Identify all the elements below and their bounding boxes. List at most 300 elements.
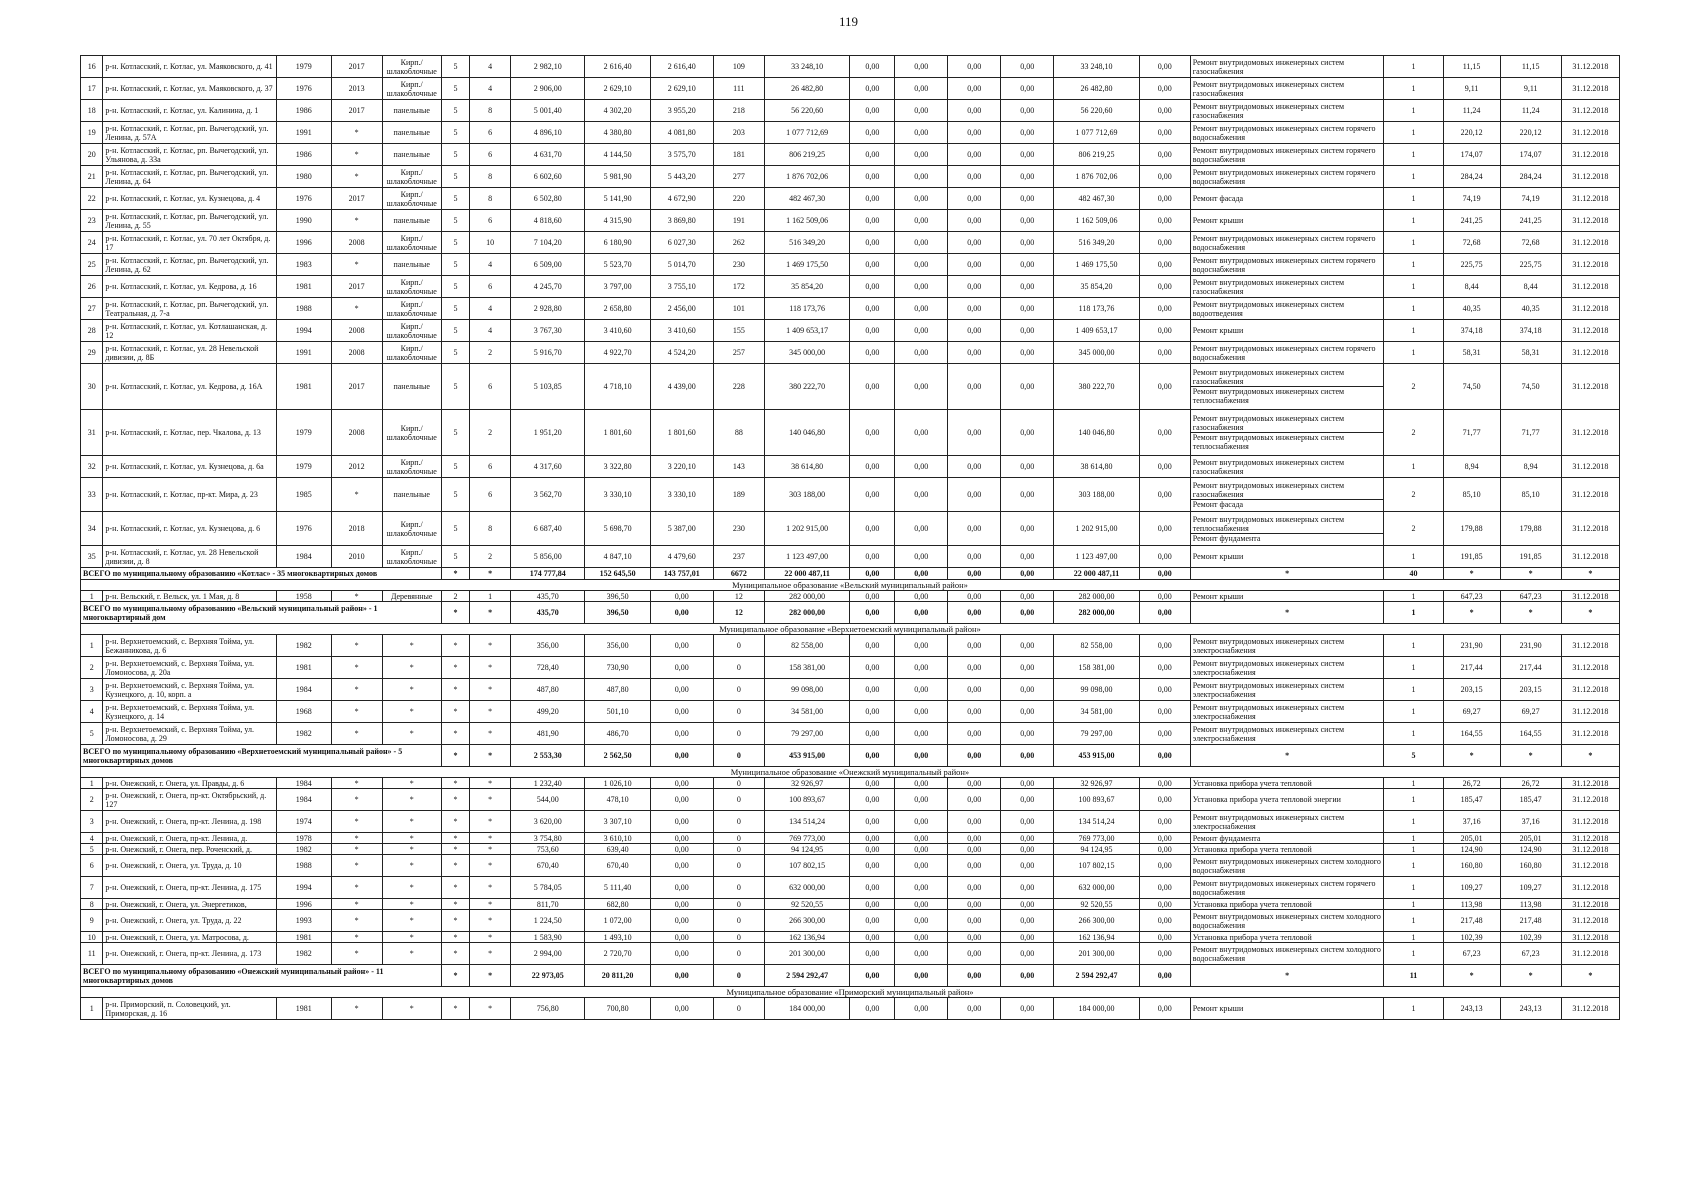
section-title: Муниципальное образование «Верхнетоемский муниципальный район» [81,624,1620,635]
owners-fund-cost: 632 000,00 [1054,877,1140,899]
limit-cost: 8,94 [1500,456,1561,478]
owners-cost: 0,00 [1001,144,1054,166]
private-area: 2 629,10 [650,78,713,100]
section-title: Муниципальное образование «Онежский муниципальный район» [81,767,1620,778]
owners-cost: 0,00 [1001,410,1054,456]
work-count: 1 [1384,100,1443,122]
address: р-н. Приморский, п. Соловецкий, ул. Приморская, д. 16 [103,998,276,1020]
total-area: 5 916,70 [511,342,585,364]
year-repair: 2017 [331,276,382,298]
row-number: 2 [81,789,103,811]
year-repair: * [331,778,382,789]
work-count: 1 [1384,144,1443,166]
living-area: 3 307,10 [585,811,650,833]
unit-cost: 113,98 [1443,899,1500,910]
living-area: 2 720,70 [585,943,650,965]
unit-cost: 164,55 [1443,723,1500,745]
wall-material: * [382,855,441,877]
budget-cost: 0,00 [895,778,948,789]
limit-cost: 241,25 [1500,210,1561,232]
private-area: 6 027,30 [650,232,713,254]
other-cost: 0,00 [1139,276,1190,298]
limit-cost: 647,23 [1500,591,1561,602]
fund-cost: 0,00 [850,512,895,546]
section-header-row [81,580,1620,591]
table-row [81,78,1620,100]
fund-cost: 0,00 [850,478,895,512]
owners-fund-cost: 516 349,20 [1054,232,1140,254]
table-row [81,456,1620,478]
total-cost: 1 077 712,69 [764,122,850,144]
year-repair: * [331,478,382,512]
residents: 0 [713,701,764,723]
limit-cost: 74,19 [1500,188,1561,210]
floors: * [441,943,470,965]
local-cost: 0,00 [948,254,1001,276]
local-cost: 0,00 [948,932,1001,943]
year-repair: 2017 [331,364,382,410]
total-cost: 26 482,80 [764,78,850,100]
owners-cost: 0,00 [1001,943,1054,965]
year-built: 1994 [276,877,331,899]
fund-cost: 0,00 [850,232,895,254]
owners-fund-cost: 282 000,00 [1054,591,1140,602]
table-row [81,910,1620,932]
owners-cost: 0,00 [1001,546,1054,568]
total-z3: 0,00 [948,965,1001,987]
work-count: 2 [1384,512,1443,546]
completion-date: 31.12.2018 [1561,254,1619,276]
unit-cost: 217,44 [1443,657,1500,679]
owners-cost: 0,00 [1001,998,1054,1020]
work-count: 2 [1384,364,1443,410]
total-z4: 0,00 [1001,745,1054,767]
entrances: 6 [470,364,511,410]
floors: * [441,723,470,745]
year-built: 1982 [276,723,331,745]
year-built: 1986 [276,144,331,166]
completion-date: 31.12.2018 [1561,943,1619,965]
work-item: Ремонт внутридомовых инженерных систем газоснабжения [1192,414,1345,432]
private-area: 4 524,20 [650,342,713,364]
unit-cost: 241,25 [1443,210,1500,232]
row-number: 22 [81,188,103,210]
entrances: * [470,701,511,723]
living-area: 639,40 [585,844,650,855]
work-type [1190,546,1384,568]
owners-fund-cost: 1 162 509,06 [1054,210,1140,232]
address: р-н. Верхнетоемский, с. Верхняя Тойма, ул. Бежанникова, д. 6 [103,635,276,657]
budget-cost: 0,00 [895,932,948,943]
work-count: 1 [1384,877,1443,899]
owners-fund-cost: 345 000,00 [1054,342,1140,364]
entrances: * [470,833,511,844]
entrances: 6 [470,276,511,298]
year-built: 1981 [276,657,331,679]
other-cost: 0,00 [1139,998,1190,1020]
completion-date: 31.12.2018 [1561,298,1619,320]
owners-fund-cost: 1 077 712,69 [1054,122,1140,144]
table-row [81,410,1620,456]
wall-material: Кирп./ шлакоблочные [382,512,441,546]
total-u2: * [1500,602,1561,624]
address: р-н. Котласский, г. Котлас, рп. Вычегодский, ул. Ульянова, д. 33а [103,144,276,166]
work-count: 1 [1384,844,1443,855]
total-cost: 806 219,25 [764,144,850,166]
unit-cost: 205,01 [1443,833,1500,844]
completion-date: 31.12.2018 [1561,478,1619,512]
local-cost: 0,00 [948,546,1001,568]
residents: 0 [713,833,764,844]
section-header-row [81,767,1620,778]
limit-cost: 72,68 [1500,232,1561,254]
unit-cost: 58,31 [1443,342,1500,364]
work-count: 1 [1384,932,1443,943]
total-a3: 0,00 [650,602,713,624]
local-cost: 0,00 [948,855,1001,877]
total-cost: 56 220,60 [764,100,850,122]
table-row [81,546,1620,568]
total-c2: 2 594 292,47 [1054,965,1140,987]
total-area: 356,00 [511,635,585,657]
entrances: 8 [470,100,511,122]
address: р-н. Онежский, г. Онега, ул. Матросова, д. [103,932,276,943]
residents: 237 [713,546,764,568]
fund-cost: 0,00 [850,78,895,100]
completion-date: 31.12.2018 [1561,100,1619,122]
unit-cost: 74,19 [1443,188,1500,210]
work-count: 1 [1384,679,1443,701]
local-cost: 0,00 [948,232,1001,254]
total-label: ВСЕГО по муниципальному образованию «Онежский муниципальный район» - 11 многоквартирных домов [81,965,442,987]
wall-material: * [382,679,441,701]
other-cost: 0,00 [1139,899,1190,910]
table-row [81,122,1620,144]
section-total-row [81,745,1620,767]
completion-date: 31.12.2018 [1561,456,1619,478]
fund-cost: 0,00 [850,410,895,456]
year-built: 1968 [276,701,331,723]
work-count: 1 [1384,78,1443,100]
total-cost: 1 202 915,00 [764,512,850,546]
address: р-н. Котласский, г. Котлас, ул. Кедрова, д. 16 [103,276,276,298]
wall-material: панельные [382,254,441,276]
local-cost: 0,00 [948,679,1001,701]
total-area: 1 224,50 [511,910,585,932]
year-built: 1981 [276,932,331,943]
entrances: * [470,778,511,789]
table-row [81,364,1620,410]
other-cost: 0,00 [1139,679,1190,701]
total-area: 756,80 [511,998,585,1020]
wall-material: * [382,932,441,943]
year-repair: * [331,811,382,833]
total-cost: 79 297,00 [764,723,850,745]
owners-cost: 0,00 [1001,210,1054,232]
work-item: Ремонт фасада [1192,194,1244,203]
total-date: * [1561,602,1619,624]
private-area: 4 672,90 [650,188,713,210]
residents: 172 [713,276,764,298]
limit-cost: 174,07 [1500,144,1561,166]
year-repair: * [331,855,382,877]
unit-cost: 284,24 [1443,166,1500,188]
completion-date: 31.12.2018 [1561,78,1619,100]
total-work: * [1190,965,1384,987]
year-built: 1982 [276,943,331,965]
work-count: 1 [1384,122,1443,144]
year-built: 1983 [276,254,331,276]
row-number: 26 [81,276,103,298]
limit-cost: 26,72 [1500,778,1561,789]
work-type [1190,210,1384,232]
year-built: 1982 [276,635,331,657]
row-number: 18 [81,100,103,122]
entrances: 2 [470,546,511,568]
total-cost: 100 893,67 [764,789,850,811]
total-area: 728,40 [511,657,585,679]
fund-cost: 0,00 [850,635,895,657]
year-repair: * [331,932,382,943]
year-repair: * [331,844,382,855]
work-count: 1 [1384,943,1443,965]
row-number: 3 [81,811,103,833]
limit-cost: 231,90 [1500,635,1561,657]
entrances: 6 [470,122,511,144]
total-area: 4 631,70 [511,144,585,166]
private-area: 3 220,10 [650,456,713,478]
other-cost: 0,00 [1139,844,1190,855]
fund-cost: 0,00 [850,844,895,855]
unit-cost: 71,77 [1443,410,1500,456]
fund-cost: 0,00 [850,932,895,943]
total-cost: 92 520,55 [764,899,850,910]
local-cost: 0,00 [948,833,1001,844]
total-area: 2 982,10 [511,56,585,78]
unit-cost: 225,75 [1443,254,1500,276]
total-z2: 0,00 [895,745,948,767]
entrances: 2 [470,410,511,456]
work-type [1190,723,1384,745]
row-number: 30 [81,364,103,410]
owners-cost: 0,00 [1001,166,1054,188]
work-item: Ремонт внутридомовых инженерных систем горячего водоснабжения [1192,343,1376,362]
private-area: 5 014,70 [650,254,713,276]
local-cost: 0,00 [948,166,1001,188]
unit-cost: 203,15 [1443,679,1500,701]
local-cost: 0,00 [948,844,1001,855]
year-repair: * [331,789,382,811]
total-a3: 0,00 [650,745,713,767]
private-area: 0,00 [650,679,713,701]
living-area: 3 797,00 [585,276,650,298]
total-cost: 1 469 175,50 [764,254,850,276]
other-cost: 0,00 [1139,855,1190,877]
fund-cost: 0,00 [850,342,895,364]
entrances: 4 [470,298,511,320]
table-row [81,232,1620,254]
budget-cost: 0,00 [895,789,948,811]
table-row [81,943,1620,965]
row-number: 1 [81,635,103,657]
year-repair: 2012 [331,456,382,478]
budget-cost: 0,00 [895,364,948,410]
wall-material: * [382,657,441,679]
private-area: 0,00 [650,910,713,932]
owners-fund-cost: 162 136,94 [1054,932,1140,943]
living-area: 501,10 [585,701,650,723]
owners-cost: 0,00 [1001,456,1054,478]
row-number: 31 [81,410,103,456]
local-cost: 0,00 [948,657,1001,679]
entrances: * [470,657,511,679]
total-s1: * [441,965,470,987]
unit-cost: 11,15 [1443,56,1500,78]
other-cost: 0,00 [1139,778,1190,789]
wall-material: * [382,910,441,932]
owners-cost: 0,00 [1001,320,1054,342]
residents: 262 [713,232,764,254]
total-work: * [1190,568,1384,580]
limit-cost: 185,47 [1500,789,1561,811]
completion-date: 31.12.2018 [1561,546,1619,568]
row-number: 35 [81,546,103,568]
residents: 220 [713,188,764,210]
private-area: 4 439,00 [650,364,713,410]
fund-cost: 0,00 [850,910,895,932]
floors: * [441,701,470,723]
living-area: 5 981,90 [585,166,650,188]
total-z4: 0,00 [1001,965,1054,987]
entrances: 1 [470,591,511,602]
table-row [81,701,1620,723]
wall-material: Деревянные [382,591,441,602]
local-cost: 0,00 [948,122,1001,144]
limit-cost: 243,13 [1500,998,1561,1020]
owners-fund-cost: 92 520,55 [1054,899,1140,910]
fund-cost: 0,00 [850,998,895,1020]
row-number: 27 [81,298,103,320]
total-cost: 118 173,76 [764,298,850,320]
section-header-row [81,624,1620,635]
work-count: 1 [1384,166,1443,188]
work-count: 1 [1384,811,1443,833]
local-cost: 0,00 [948,342,1001,364]
living-area: 5 698,70 [585,512,650,546]
work-item: Ремонт внутридомовых инженерных систем электроснабжения [1192,680,1345,699]
work-type [1190,320,1384,342]
work-item: Ремонт внутридомовых инженерных систем горячего водоснабжения [1192,123,1376,142]
local-cost: 0,00 [948,998,1001,1020]
row-number: 7 [81,877,103,899]
fund-cost: 0,00 [850,855,895,877]
residents: 230 [713,512,764,546]
limit-cost: 85,10 [1500,478,1561,512]
entrances: * [470,789,511,811]
owners-cost: 0,00 [1001,778,1054,789]
total-res: 0 [713,965,764,987]
owners-cost: 0,00 [1001,844,1054,855]
unit-cost: 217,48 [1443,910,1500,932]
local-cost: 0,00 [948,100,1001,122]
unit-cost: 8,44 [1443,276,1500,298]
total-res: 12 [713,602,764,624]
local-cost: 0,00 [948,811,1001,833]
floors: 5 [441,342,470,364]
total-cost: 1 162 509,06 [764,210,850,232]
owners-fund-cost: 806 219,25 [1054,144,1140,166]
limit-cost: 217,44 [1500,657,1561,679]
table-row [81,254,1620,276]
entrances: 8 [470,512,511,546]
living-area: 730,90 [585,657,650,679]
budget-cost: 0,00 [895,811,948,833]
floors: 5 [441,166,470,188]
private-area: 0,00 [650,844,713,855]
residents: 0 [713,657,764,679]
row-number: 24 [81,232,103,254]
floors: * [441,910,470,932]
fund-cost: 0,00 [850,210,895,232]
work-type [1190,679,1384,701]
total-s1: * [441,602,470,624]
private-area: 0,00 [650,635,713,657]
residents: 277 [713,166,764,188]
total-label: ВСЕГО по муниципальному образованию «Котлас» - 35 многоквартирных домов [81,568,442,580]
row-number: 29 [81,342,103,364]
other-cost: 0,00 [1139,342,1190,364]
private-area: 5 387,00 [650,512,713,546]
year-repair: * [331,910,382,932]
total-cost: 2 594 292,47 [764,965,850,987]
work-type [1190,410,1384,456]
total-area: 2 928,80 [511,298,585,320]
total-z4: 0,00 [1001,568,1054,580]
section-header-row [81,987,1620,998]
limit-cost: 124,90 [1500,844,1561,855]
year-repair: * [331,679,382,701]
local-cost: 0,00 [948,364,1001,410]
completion-date: 31.12.2018 [1561,932,1619,943]
work-count: 1 [1384,210,1443,232]
owners-cost: 0,00 [1001,910,1054,932]
local-cost: 0,00 [948,943,1001,965]
owners-fund-cost: 1 409 653,17 [1054,320,1140,342]
owners-cost: 0,00 [1001,478,1054,512]
year-repair: * [331,298,382,320]
total-area: 6 509,00 [511,254,585,276]
work-type [1190,100,1384,122]
table-row [81,276,1620,298]
owners-fund-cost: 38 614,80 [1054,456,1140,478]
other-cost: 0,00 [1139,232,1190,254]
private-area: 3 869,80 [650,210,713,232]
wall-material: панельные [382,122,441,144]
work-item: Ремонт внутридомовых инженерных систем теплоснабжения [1191,386,1384,405]
total-u1: * [1443,568,1500,580]
row-number: 1 [81,998,103,1020]
wall-material: панельные [382,364,441,410]
other-cost: 0,00 [1139,56,1190,78]
total-z2: 0,00 [895,568,948,580]
floors: 2 [441,591,470,602]
total-cost: 82 558,00 [764,635,850,657]
year-built: 1982 [276,844,331,855]
unit-cost: 243,13 [1443,998,1500,1020]
unit-cost: 185,47 [1443,789,1500,811]
floors: * [441,998,470,1020]
living-area: 3 410,60 [585,320,650,342]
